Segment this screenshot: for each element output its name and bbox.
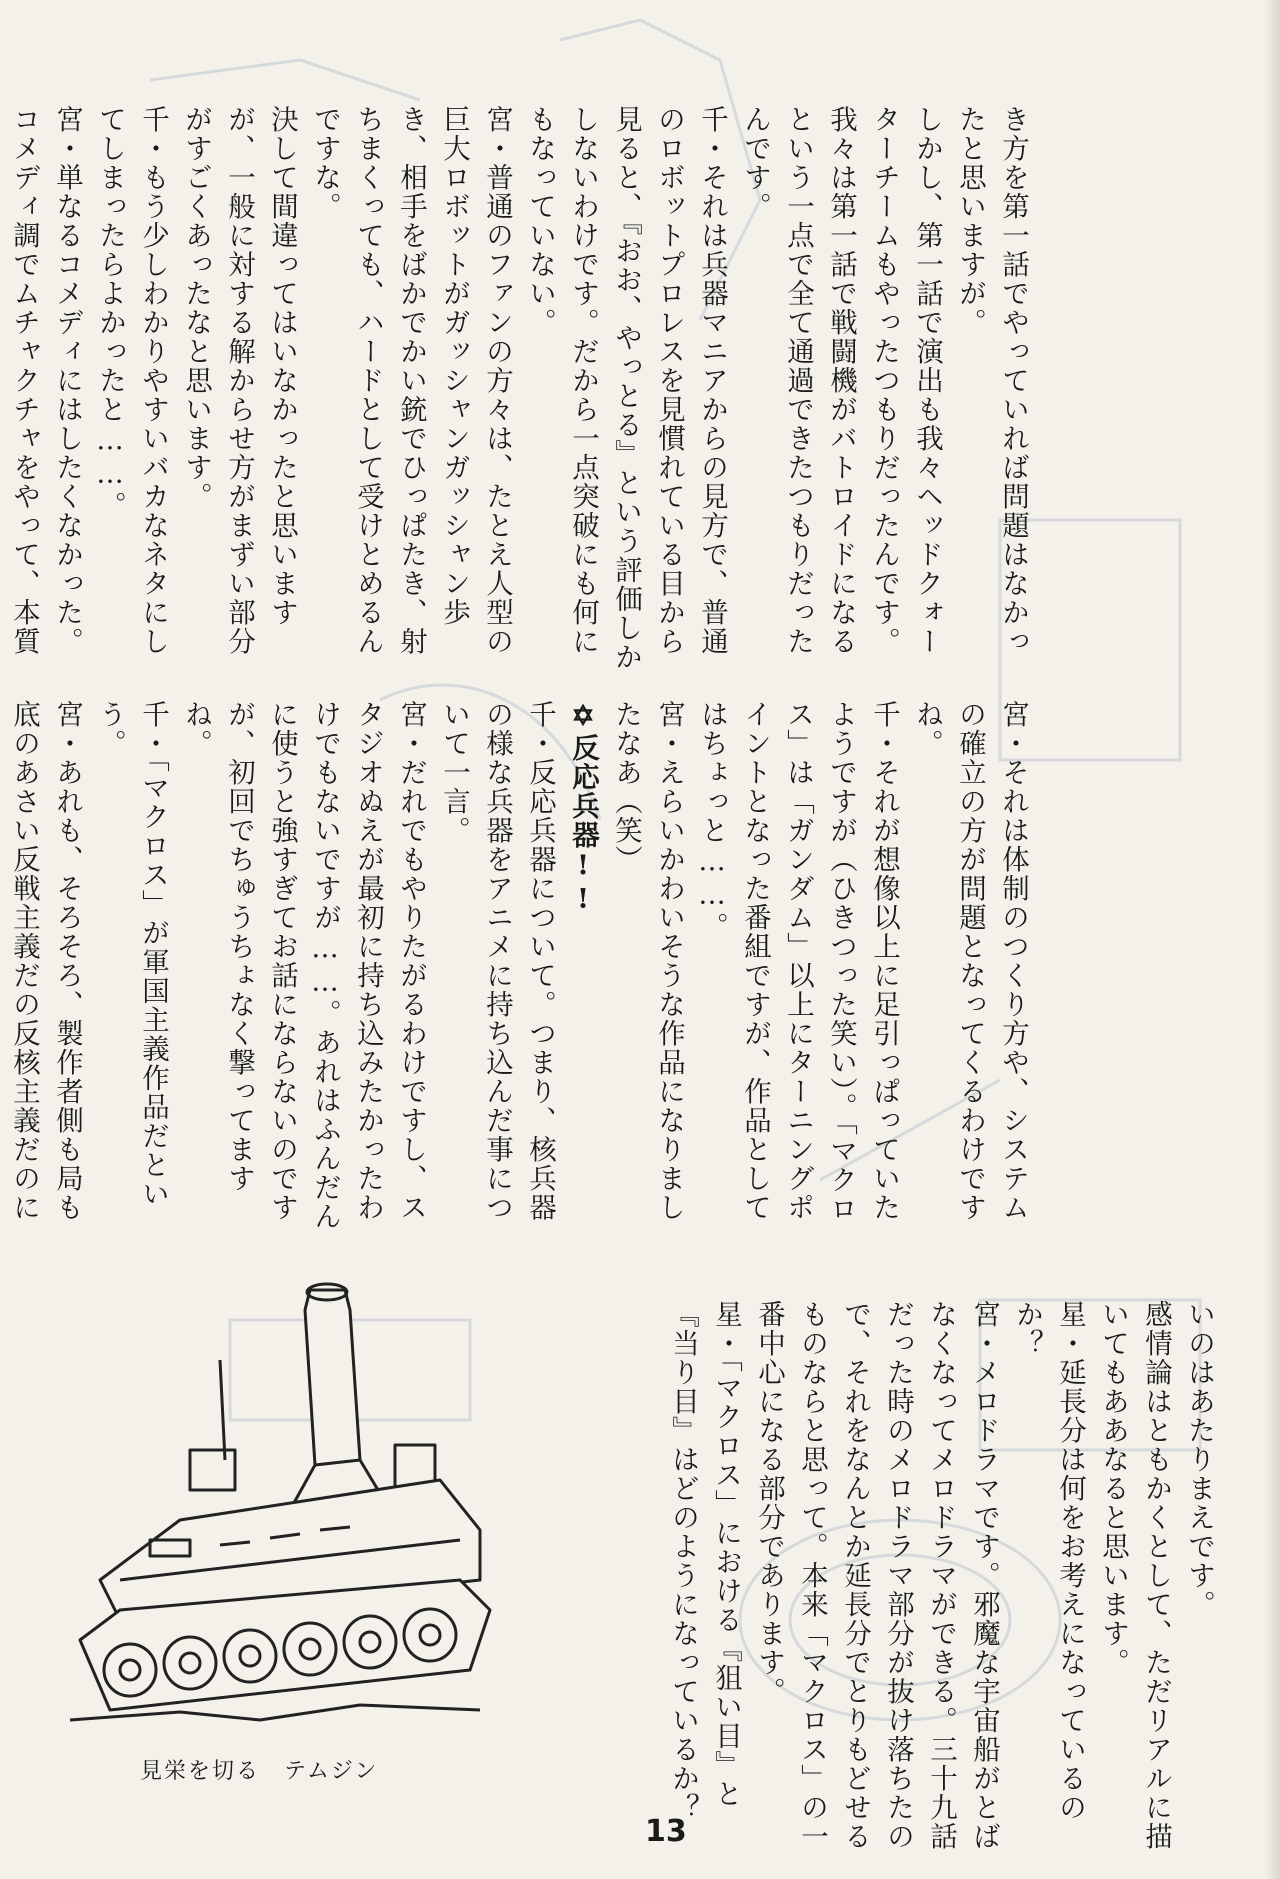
section-heading: ✡反応兵器!!	[567, 700, 599, 917]
tank-illustration	[60, 1280, 500, 1740]
dialogue-paragraph: 決して間違ってはいなかったと思いますが、一般に対する解からせ方がまずい部分がすごくあったなと思います。	[180, 105, 298, 656]
dialogue-paragraph: 千・もう少しわかりやすいバカなネタにしてしまったらよかったと……。	[94, 105, 169, 656]
bottom-dialogue-block	[8, 700, 1034, 1240]
dialogue-paragraph: 千・それは兵器マニアからの見方で、普通のロボットプロレスを見慣れている目から見ると、『おお、やっとる』という評価しかしないわけです。だから一点突破にも何にもなっていない。	[524, 105, 728, 672]
dialogue-paragraph: いのはあたりまえです。	[1183, 1300, 1215, 1619]
page-edge	[1264, 0, 1280, 1879]
dialogue-paragraph: 千・反応兵器について。つまり、核兵器の様な兵器をアニメに持ち込んだ事について一言。	[438, 700, 556, 1222]
illustration-caption: 見栄を切る テムジン	[140, 1759, 379, 1784]
dialogue-paragraph: 宮・メロドラマです。邪魔な宇宙船がとばなくなってメロドラマができる。三十九話だった時のメロドラマ部分が抜け落ちたので、それをなんとか延長分でとりもどせるものならと思って。本来「マクロス」の一番中心になる部分であります。	[753, 1300, 1000, 1851]
dialogue-paragraph: 宮・単なるコメディにはしたくなかった。コメディ調でムチャクチャをやって、本質	[8, 105, 83, 656]
dialogue-paragraph: 宮・だれでもやりたがるわけですし、スタジオぬえが最初に持ち込みたかったわけでもないですが……。あれはふんだんに使うと強すぎてお話にならないのですが、初回でちゅうちょなく撃ってますね。	[180, 700, 427, 1231]
dialogue-paragraph: 感情論はともかくとして、ただリアルに描いてもああなると思います。	[1097, 1300, 1172, 1851]
dialogue-paragraph: しかし、第一話で演出も我々ヘッドクォーターチームもやったつもりだったんです。我々は第一話で戦闘機がバトロイドになるという一点で全て通過できたつもりだったんです。	[739, 105, 943, 656]
dialogue-paragraph: 宮・それは体制のつくり方や、システムの確立の方が問題となってくるわけですね。	[911, 700, 1029, 1222]
dialogue-paragraph: 千・「マクロス」が軍国主義作品だという。	[94, 700, 169, 1209]
dialogue-paragraph: 千・それが想像以上に足引っぱっていたようですが（ひきつった笑い）。「マクロス」は「ガンダム」以上にターニングポイントとなった番組ですが、作品としてはちょっと……。	[696, 700, 900, 1224]
dialogue-paragraph: 宮・えらいかわいそうな作品になりましたなあ（笑）	[610, 700, 685, 1222]
top-dialogue-block	[8, 105, 1034, 675]
page-number: 13	[645, 1814, 687, 1849]
dialogue-paragraph: 宮・あれも、そろそろ、製作者側も局も底のあさい反戦主義だの反核主義だのに	[8, 700, 83, 1222]
dialogue-paragraph: 宮・普通のファンの方々は、たとえ人型の巨大ロボットがガッシャンガッシャン歩き、相手をばかでかい銃でひっぱたき、射ちまくっても、ハードとして受けとめるんですな。	[309, 105, 513, 656]
dialogue-paragraph: き方を第一話でやっていれば問題はなかったと思いますが。	[954, 105, 1029, 656]
bottom-lower-dialogue-block	[667, 1300, 1220, 1860]
dialogue-paragraph: 星・延長分は何をお考えになっているのか？	[1011, 1300, 1086, 1822]
dialogue-paragraph: 星・「マクロス」における『狙い目』と『当り目』はどのようになっているか？	[667, 1300, 742, 1822]
